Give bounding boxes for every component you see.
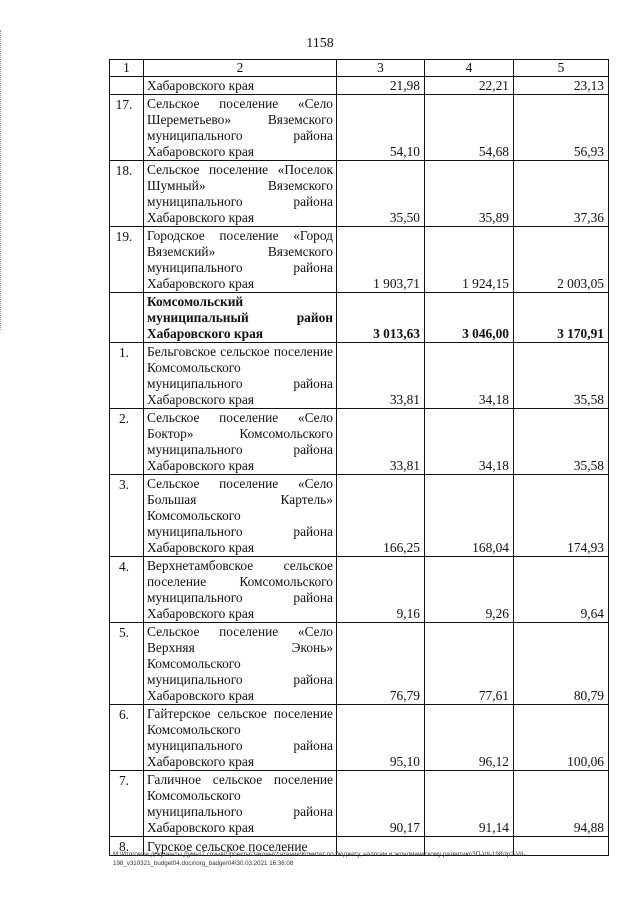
value-col-5: 35,58 [514, 409, 609, 475]
value-col-3: 166,25 [337, 475, 425, 557]
municipality-name: Хабаровского края [144, 77, 337, 95]
table-row [110, 77, 609, 95]
table-row [110, 623, 609, 705]
value-col-5: 37,36 [514, 161, 609, 227]
value-col-3: 21,98 [337, 77, 425, 95]
table-row [110, 95, 609, 161]
row-number: 6. [110, 705, 144, 771]
value-col-4: 168,04 [425, 475, 514, 557]
table-row [110, 293, 609, 343]
column-header-5: 5 [514, 60, 609, 77]
municipality-name: Городское поселение «Город Вяземский» Вяземского муниципального района Хабаровского края [144, 227, 337, 293]
municipality-name: Сельское поселение «Поселок Шумный» Вяземского муниципального района Хабаровского края [144, 161, 337, 227]
value-col-5: 94,88 [514, 771, 609, 837]
row-number: 1. [110, 343, 144, 409]
row-number: 5. [110, 623, 144, 705]
table-row [110, 557, 609, 623]
table-row [110, 705, 609, 771]
value-col-3: 9,16 [337, 557, 425, 623]
value-col-3: 33,81 [337, 343, 425, 409]
row-number: 18. [110, 161, 144, 227]
value-col-4: 34,18 [425, 409, 514, 475]
value-col-4: 91,14 [425, 771, 514, 837]
value-col-5: 174,93 [514, 475, 609, 557]
value-col-4: 35,89 [425, 161, 514, 227]
value-col-5: 56,93 [514, 95, 609, 161]
value-col-3: 3 013,63 [337, 293, 425, 343]
value-col-3: 35,50 [337, 161, 425, 227]
document-path-footer: M:\Итоговые документы Думы\7 созыв\Проекты\Законы\2 чтение\Комитет по бюджету, налогам и экономическому развитию\ЗП-VII-198\zp2-VII-198_v310321_budget04.docx\org_badger04\30.03.2021 16:36:08 [113, 851, 526, 867]
value-col-4: 96,12 [425, 705, 514, 771]
column-header-3: 3 [337, 60, 425, 77]
row-number: 4. [110, 557, 144, 623]
municipality-name: Сельское поселение «Село Большая Картель» Комсомольского муниципального района Хабаровского края [144, 475, 337, 557]
table-row [110, 475, 609, 557]
budget-table [109, 59, 609, 856]
municipality-name: Сельское поселение «Село Боктор» Комсомольского муниципального района Хабаровского края [144, 409, 337, 475]
municipality-name: Бельговское сельское поселение Комсомольского муниципального района Хабаровского края [144, 343, 337, 409]
table-row [110, 409, 609, 475]
value-col-4: 1 924,15 [425, 227, 514, 293]
municipality-name: Галичное сельское поселение Комсомольского муниципального района Хабаровского края [144, 771, 337, 837]
table-row [110, 771, 609, 837]
value-col-3: 76,79 [337, 623, 425, 705]
value-col-5: 35,58 [514, 343, 609, 409]
municipality-name: Гурское сельское поселение [144, 837, 337, 856]
value-col-3: 1 903,71 [337, 227, 425, 293]
row-number: 19. [110, 227, 144, 293]
value-col-4: 9,26 [425, 557, 514, 623]
row-number: 3. [110, 475, 144, 557]
value-col-5: 80,79 [514, 623, 609, 705]
value-col-5: 3 170,91 [514, 293, 609, 343]
row-number [110, 293, 144, 343]
page-number: 1158 [306, 36, 334, 51]
table-row [110, 161, 609, 227]
value-col-4: 54,68 [425, 95, 514, 161]
value-col-3: 54,10 [337, 95, 425, 161]
municipality-name: Гайтерское сельское поселение Комсомольского муниципального района Хабаровского края [144, 705, 337, 771]
row-number: 8. [110, 837, 144, 856]
table-row [110, 343, 609, 409]
value-col-5: 9,64 [514, 557, 609, 623]
municipality-name: Верхнетамбовское сельское поселение Комсомольского муниципального района Хабаровского края [144, 557, 337, 623]
column-header-1: 1 [110, 60, 144, 77]
row-number [110, 77, 144, 95]
value-col-4: 22,21 [425, 77, 514, 95]
municipality-name: Сельское поселение «Село Шереметьево» Вяземского муниципального района Хабаровского края [144, 95, 337, 161]
margin-binding-marks [0, 30, 5, 330]
value-col-4: 3 046,00 [425, 293, 514, 343]
municipality-name: Комсомольский муниципальный район Хабаровского края [144, 293, 337, 343]
value-col-5: 100,06 [514, 705, 609, 771]
value-col-3: 95,10 [337, 705, 425, 771]
value-col-5: 23,13 [514, 77, 609, 95]
value-col-4: 77,61 [425, 623, 514, 705]
value-col-3: 90,17 [337, 771, 425, 837]
value-col-3: 33,81 [337, 409, 425, 475]
table-header-row [110, 60, 609, 77]
column-header-4: 4 [425, 60, 514, 77]
column-header-2: 2 [144, 60, 337, 77]
value-col-5: 2 003,05 [514, 227, 609, 293]
row-number: 2. [110, 409, 144, 475]
table-row [110, 227, 609, 293]
row-number: 17. [110, 95, 144, 161]
value-col-4: 34,18 [425, 343, 514, 409]
row-number: 7. [110, 771, 144, 837]
municipality-name: Сельское поселение «Село Верхняя Эконь» Комсомольского муниципального района Хабаровского края [144, 623, 337, 705]
